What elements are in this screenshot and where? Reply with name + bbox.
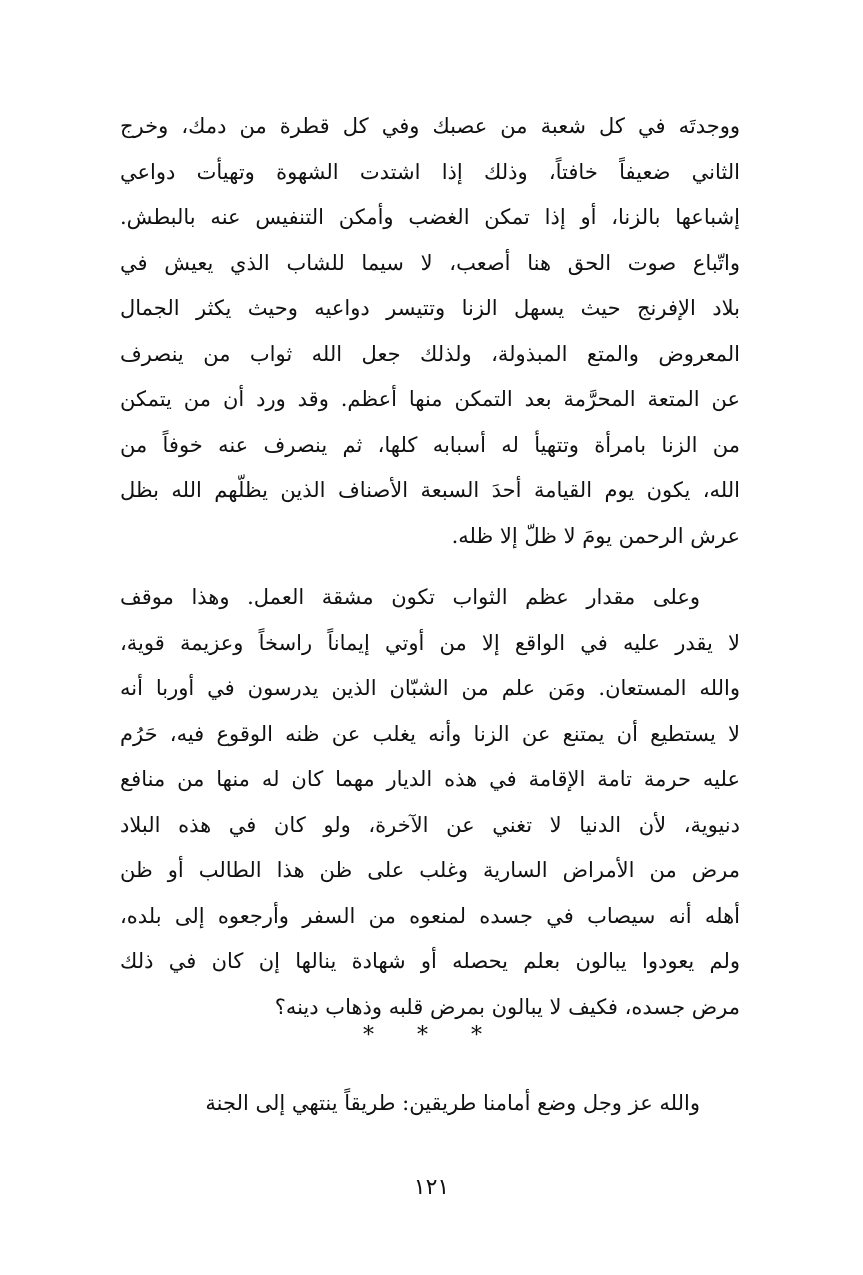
text-line: الثاني ضعيفاً خافتاً، وذلك إذا اشتدت الشهوة وتهيأت دواعي [120,159,740,184]
text-line: عن المتعة المحرَّمة بعد التمكن منها أعظم. وقد ورد أن من يتمكن [120,387,740,411]
text-line: المعروض والمتع المبذولة، ولذلك جعل الله ثواب من ينصرف [120,341,740,366]
text-line: إشباعها بالزنا، أو إذا تمكن الغضب وأمكن التنفيس عنه بالبطش. [120,205,740,229]
text-line: ولم يعودوا يبالون بعلم يحصله أو شهادة ينالها إن كان في ذلك [120,949,740,973]
text-line: عليه حرمة تامة الإقامة في هذه الديار مهما كان له منها من منافع [120,767,740,791]
page-body [120,104,740,1030]
text-line: الله، يكون يوم القيامة أحدَ السبعة الأصناف الذين يظلّهم الله بظل [120,478,740,502]
text-line: مرض من الأمراض السارية وغلب على ظن هذا الطالب أو ظن [120,858,740,882]
section-separator: * * * [363,1023,500,1048]
text-line: لا يستطيع أن يمتنع عن الزنا وأنه يغلب عن ظنه الوقوع فيه، حَرُم [120,721,740,746]
text-line: أهله أنه سيصاب في جسده لمنعوه من السفر وأرجعوه إلى بلده، [120,903,740,928]
paragraph-2 [120,575,740,1030]
text-line: وعلى مقدار عظم الثواب تكون مشقة العمل. وهذا موقف [120,585,700,609]
text-line: دنيوية، لأن الدنيا لا تغني عن الآخرة، ولو كان في هذه البلاد [120,812,740,837]
paragraph-gap [120,559,740,575]
text-line: بلاد الإفرنج حيث يسهل الزنا وتتيسر دواعيه وحيث يكثر الجمال [120,296,740,320]
text-line: لا يقدر عليه في الواقع إلا من أوتي إيماناً راسخاً وعزيمة قوية، [120,630,740,655]
text-line: مرض جسده، فكيف لا يبالون بمرض قلبه وذهاب دينه؟ [274,994,740,1019]
text-line: من الزنا بامرأة وتتهيأ له أسبابه كلها، ثم ينصرف عنه خوفاً من [120,432,740,457]
paragraph-1 [120,104,740,559]
text-line: ووجدتَه في كل شعبة من عصبك وفي كل قطرة من دمك، وخرج [120,114,740,138]
text-line: والله المستعان. ومَن علم من الشبّان الذين يدرسون في أوربا أنه [120,676,740,700]
page-number: ١٢١ [413,1175,450,1200]
text-line: واتّباع صوت الحق هنا أصعب، لا سيما للشاب الذي يعيش في [120,250,740,275]
final-text-line: والله عز وجل وضع أمامنا طريقين: طريقاً ينتهي إلى الجنة [205,1091,700,1115]
text-line: عرش الرحمن يومَ لا ظلّ إلا ظله. [451,523,740,548]
